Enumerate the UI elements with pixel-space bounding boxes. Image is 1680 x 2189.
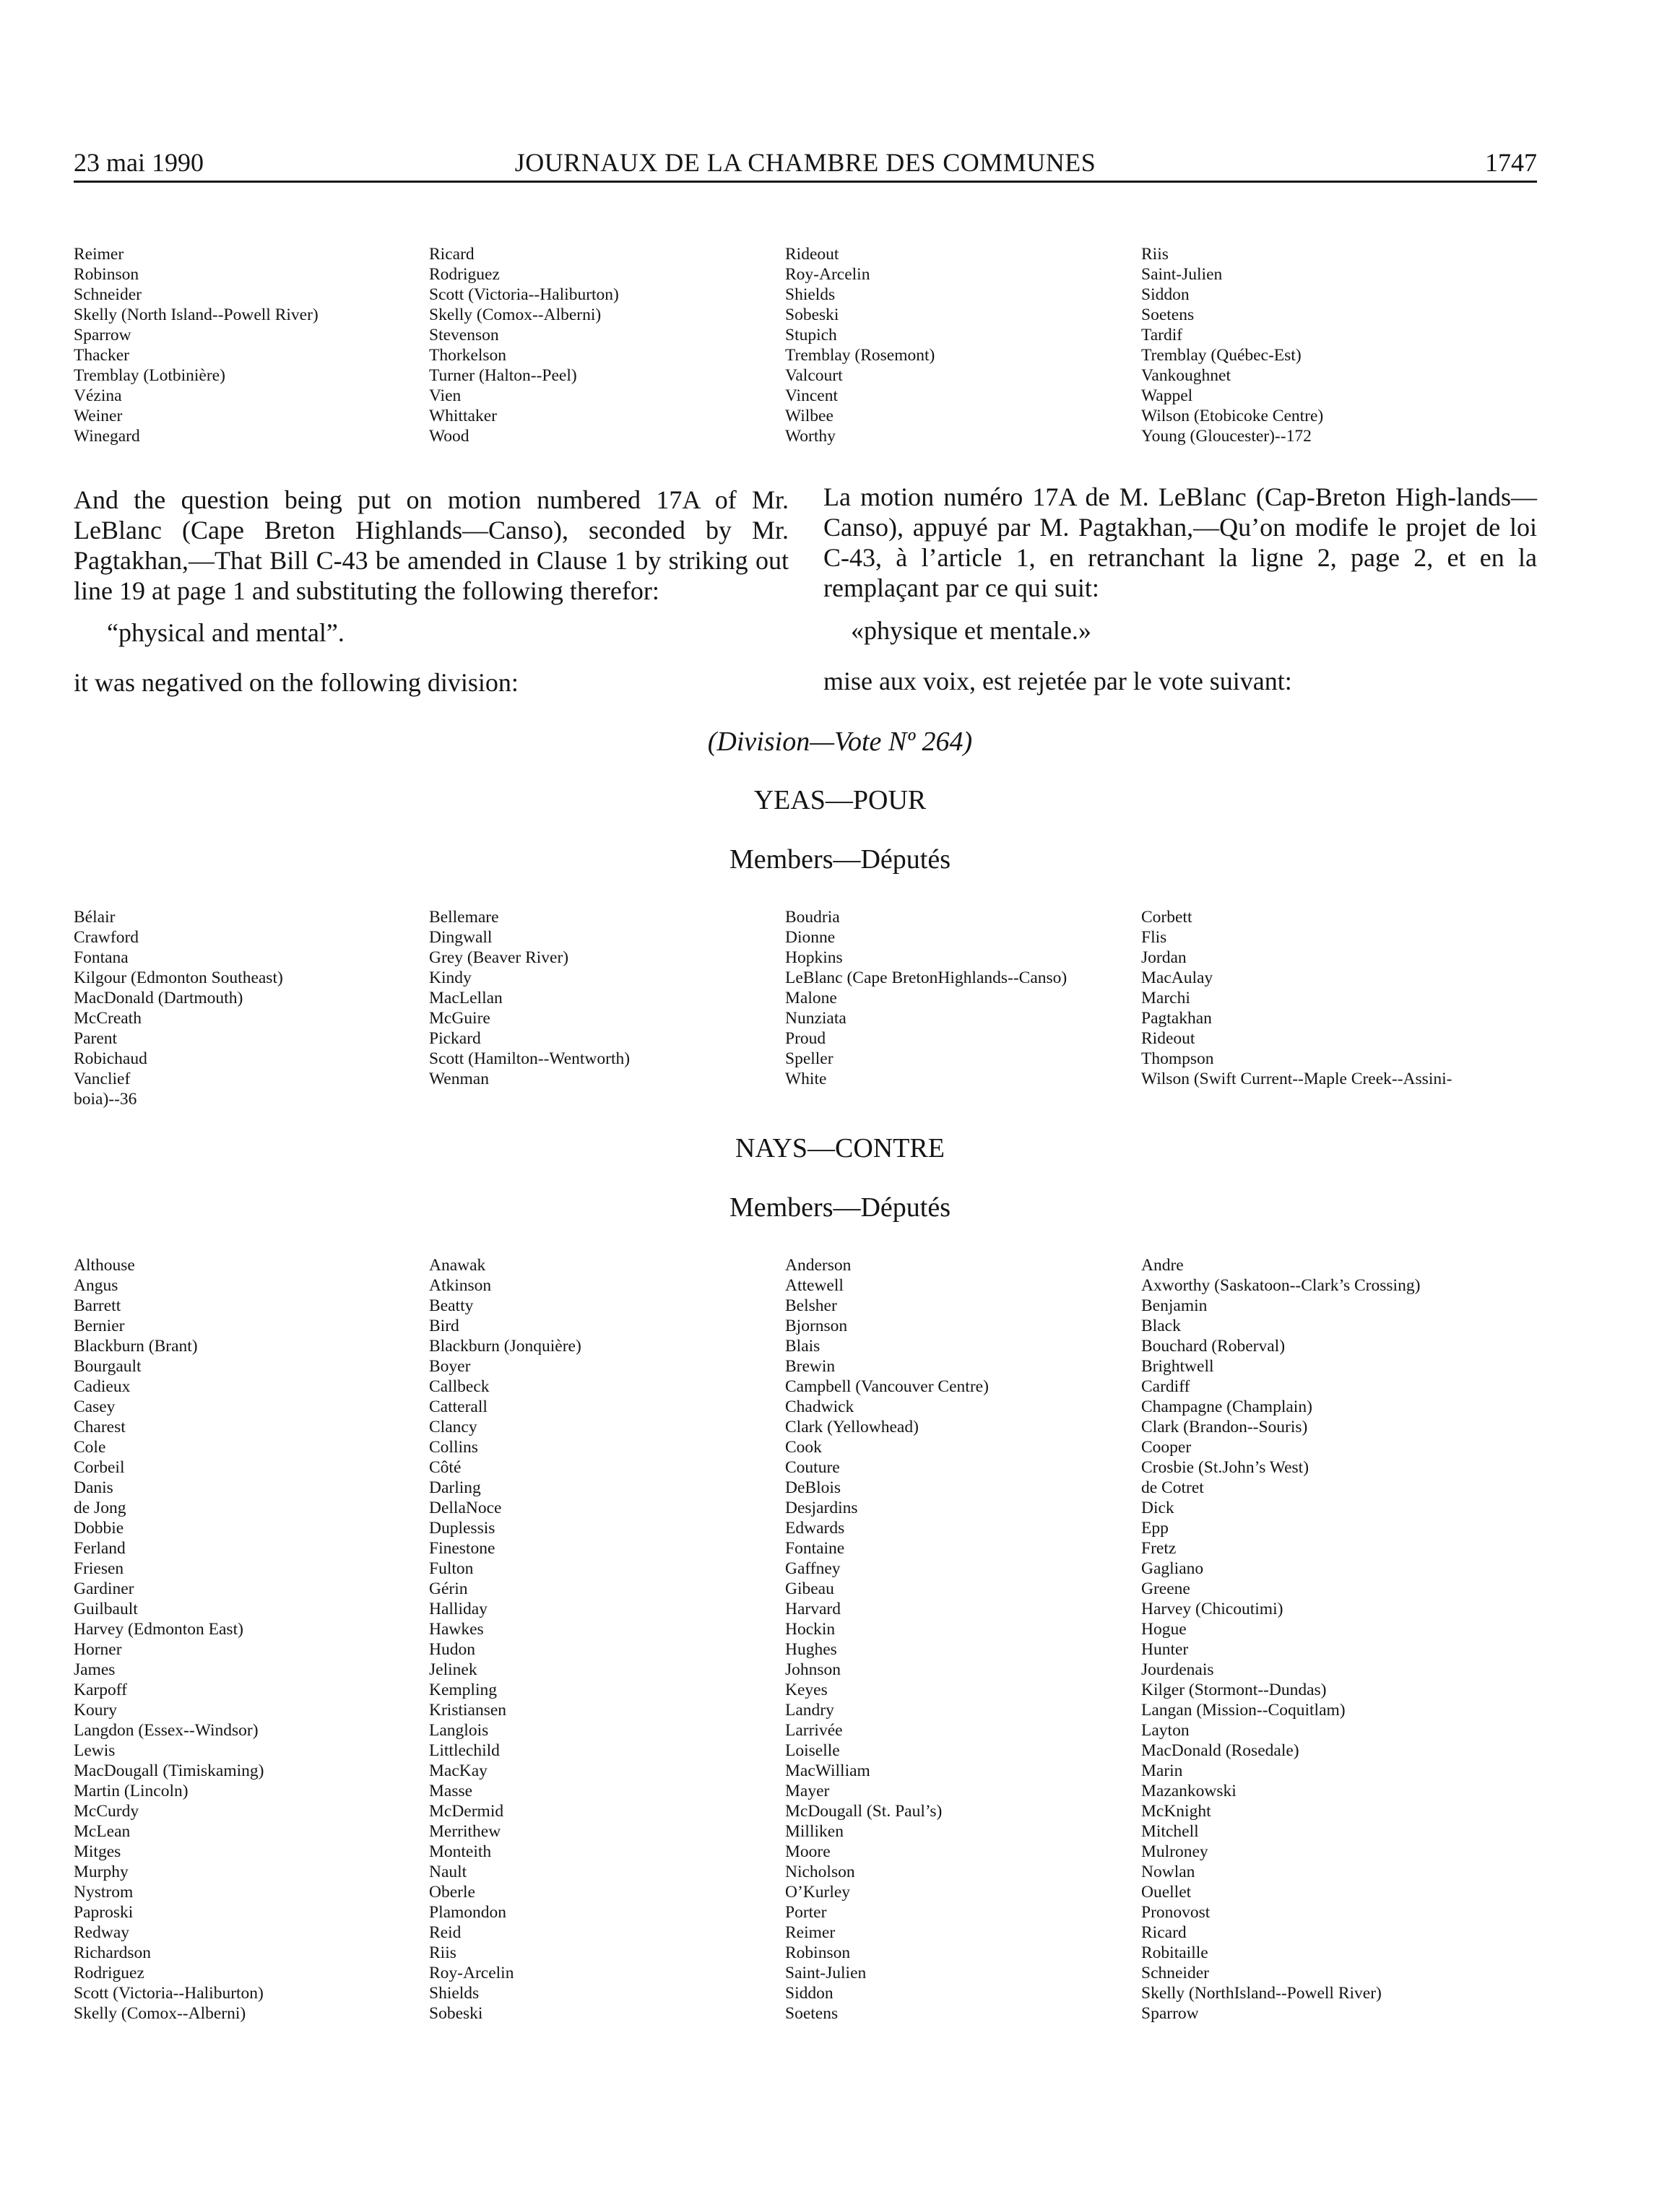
member-name: Cadieux [74, 1377, 131, 1396]
member-name: Loiselle [785, 1741, 840, 1760]
member-name: McKnight [1141, 1802, 1211, 1821]
nays-col-1 [74, 1255, 264, 2024]
member-name: Pronovost [1141, 1903, 1211, 1922]
member-name: Redway [74, 1923, 130, 1942]
member-name: Sobeski [429, 2004, 483, 2023]
member-name: de Jong [74, 1499, 126, 1517]
member-name: Scott (Victoria--Haliburton) [74, 1984, 264, 2003]
member-name: Roy-Arcelin [785, 265, 870, 284]
member-name: MacDonald (Rosedale) [1141, 1741, 1299, 1760]
member-name: Jourdenais [1141, 1660, 1214, 1679]
member-name: Hudon [429, 1640, 475, 1659]
member-name: Blackburn (Jonquière) [429, 1337, 581, 1356]
member-name: Thorkelson [429, 346, 507, 365]
member-name: Guilbault [74, 1600, 138, 1618]
member-name: Merrithew [429, 1822, 501, 1841]
member-name: Flis [1141, 928, 1167, 947]
member-name: Soetens [1141, 305, 1195, 324]
header-date: 23 mai 1990 [74, 148, 204, 177]
member-name: Nunziata [785, 1009, 847, 1028]
member-name: Fontana [74, 948, 129, 967]
member-name: Vien [429, 386, 462, 405]
member-name: Vanclief [74, 1070, 131, 1088]
member-name: Kindy [429, 968, 472, 987]
member-name: Young (Gloucester)--172 [1141, 427, 1312, 446]
member-name: Vincent [785, 386, 838, 405]
motion-french: La motion numéro 17A de M. LeBlanc (Cap-Breton High-lands—Canso), appuyé par M. Pagtakhan,—Qu’on modife le projet de loi C-43, à l’article 1, en retranchant la ligne 2, page 2, et en la remplaçant par ce qui suit: [823, 482, 1537, 602]
member-name: Winegard [74, 427, 140, 446]
member-name: Langdon (Essex--Windsor) [74, 1721, 259, 1740]
yeas-col-2 [429, 907, 630, 1089]
member-name: Kilger (Stormont--Dundas) [1141, 1681, 1327, 1699]
previous-nays-col-3 [785, 244, 935, 446]
member-name: Cardiff [1141, 1377, 1190, 1396]
member-name: Kilgour (Edmonton Southeast) [74, 968, 283, 987]
member-name: Sparrow [74, 326, 131, 344]
member-name: Porter [785, 1903, 827, 1922]
member-name: Hopkins [785, 948, 843, 967]
member-name: Koury [74, 1701, 118, 1720]
member-name: boia)--36 [74, 1090, 137, 1109]
member-name: Harvard [785, 1600, 841, 1618]
member-name: Riis [1141, 245, 1169, 264]
member-name: Richardson [74, 1943, 152, 1962]
member-name: Bourgault [74, 1357, 142, 1376]
member-name: Althouse [74, 1256, 135, 1275]
member-name: Tremblay (Rosemont) [785, 346, 935, 365]
member-name: Epp [1141, 1519, 1169, 1538]
member-name: Sparrow [1141, 2004, 1199, 2023]
member-name: MacKay [429, 1761, 488, 1780]
member-name: Robichaud [74, 1049, 147, 1068]
member-name: Bellemare [429, 908, 499, 927]
member-name: Paproski [74, 1903, 134, 1922]
member-name: Dingwall [429, 928, 493, 947]
member-name: Vézina [74, 386, 122, 405]
motion-english-result: it was negatived on the following division: [74, 668, 519, 697]
member-name: Rodriguez [429, 265, 500, 284]
member-name: Charest [74, 1418, 126, 1436]
member-name: Kempling [429, 1681, 497, 1699]
member-name: Skelly (NorthIsland--Powell River) [1141, 1984, 1382, 2003]
member-name: Thacker [74, 346, 129, 365]
member-name: Worthy [785, 427, 836, 446]
member-name: Tardif [1141, 326, 1183, 344]
member-name: Mitchell [1141, 1822, 1199, 1841]
member-name: Turner (Halton--Peel) [429, 366, 577, 385]
member-name: Gardiner [74, 1579, 134, 1598]
member-name: Blackburn (Brant) [74, 1337, 198, 1356]
motion-french-result: mise aux voix, est rejetée par le vote suivant: [823, 667, 1292, 695]
member-name: Champagne (Champlain) [1141, 1397, 1312, 1416]
member-name: MacDougall (Timiskaming) [74, 1761, 264, 1780]
member-name: McDermid [429, 1802, 504, 1821]
member-name: Callbeck [429, 1377, 490, 1396]
member-name: Casey [74, 1397, 116, 1416]
member-name: MacWilliam [785, 1761, 870, 1780]
member-name: Mayer [785, 1782, 830, 1800]
member-name: Clancy [429, 1418, 477, 1436]
member-name: Chadwick [785, 1397, 854, 1416]
member-name: Kristiansen [429, 1701, 507, 1720]
member-name: Masse [429, 1782, 473, 1800]
member-name: Larrivée [785, 1721, 843, 1740]
member-name: Malone [785, 989, 837, 1007]
member-name: Skelly (Comox--Alberni) [74, 2004, 246, 2023]
member-name: White [785, 1070, 827, 1088]
member-name: Jelinek [429, 1660, 477, 1679]
member-name: Landry [785, 1701, 834, 1720]
member-name: Anderson [785, 1256, 852, 1275]
member-name: Robitaille [1141, 1943, 1208, 1962]
member-name: Atkinson [429, 1276, 492, 1295]
member-name: Gagliano [1141, 1559, 1204, 1578]
division-number: (Division—Vote Nº 264) [707, 727, 973, 757]
member-name: Ricard [1141, 1923, 1187, 1942]
yeas-col-3 [785, 907, 1067, 1089]
member-name: Pagtakhan [1141, 1009, 1212, 1028]
member-name: Fretz [1141, 1539, 1177, 1558]
member-name: Langan (Mission--Coquitlam) [1141, 1701, 1346, 1720]
member-name: Harvey (Edmonton East) [74, 1620, 243, 1639]
nays-subheading: Members—Députés [729, 1192, 951, 1223]
member-name: MacLellan [429, 989, 503, 1007]
member-name: Boyer [429, 1357, 471, 1376]
member-name: Fulton [429, 1559, 474, 1578]
member-name: O’Kurley [785, 1883, 851, 1902]
member-name: Attewell [785, 1276, 844, 1295]
member-name: McGuire [429, 1009, 490, 1028]
member-name: Nowlan [1141, 1863, 1195, 1881]
previous-nays-col-4 [1141, 244, 1323, 446]
member-name: Reid [429, 1923, 462, 1942]
member-name: Cole [74, 1438, 106, 1457]
member-name: Bernier [74, 1317, 125, 1335]
member-name: Wenman [429, 1070, 489, 1088]
member-name: Jordan [1141, 948, 1187, 967]
member-name: Campbell (Vancouver Centre) [785, 1377, 989, 1396]
member-name: Wood [429, 427, 469, 446]
member-name: Hughes [785, 1640, 837, 1659]
member-name: Hunter [1141, 1640, 1189, 1659]
member-name: Angus [74, 1276, 118, 1295]
member-name: DellaNoce [429, 1499, 502, 1517]
member-name: Grey (Beaver River) [429, 948, 569, 967]
member-name: Johnson [785, 1660, 841, 1679]
member-name: Bouchard (Roberval) [1141, 1337, 1286, 1356]
member-name: Weiner [74, 407, 123, 425]
member-name: LeBlanc (Cape BretonHighlands--Canso) [785, 968, 1068, 987]
member-name: Shields [785, 285, 836, 304]
member-name: Dobbie [74, 1519, 124, 1538]
member-name: Scott (Hamilton--Wentworth) [429, 1049, 631, 1068]
member-name: Corbett [1141, 908, 1192, 927]
header-title: JOURNAUX DE LA CHAMBRE DES COMMUNES [514, 148, 1096, 177]
member-name: Dick [1141, 1499, 1174, 1517]
member-name: Moore [785, 1842, 831, 1861]
member-name: Corbeil [74, 1458, 125, 1477]
member-name: Cooper [1141, 1438, 1192, 1457]
member-name: Plamondon [429, 1903, 507, 1922]
member-name: Côté [429, 1458, 462, 1477]
member-name: Littlechild [429, 1741, 500, 1760]
member-name: Nicholson [785, 1863, 855, 1881]
member-name: Parent [74, 1029, 118, 1048]
nays-col-2 [429, 1255, 581, 2024]
member-name: Nystrom [74, 1883, 134, 1902]
member-name: Roy-Arcelin [429, 1964, 514, 1982]
member-name: Mulroney [1141, 1842, 1208, 1861]
member-name: Collins [429, 1438, 478, 1457]
member-name: James [74, 1660, 116, 1679]
yeas-col-1 [74, 907, 283, 1109]
member-name: Hogue [1141, 1620, 1187, 1639]
member-name: Reimer [785, 1923, 836, 1942]
member-name: Tremblay (Lotbinière) [74, 366, 225, 385]
page-header [74, 144, 1537, 183]
member-name: Horner [74, 1640, 122, 1659]
member-name: Speller [785, 1049, 833, 1068]
member-name: Friesen [74, 1559, 124, 1578]
member-name: DeBlois [785, 1478, 841, 1497]
member-name: Dionne [785, 928, 836, 947]
member-name: Brightwell [1141, 1357, 1214, 1376]
member-name: Scott (Victoria--Haliburton) [429, 285, 619, 304]
yeas-heading: YEAS—POUR [753, 785, 927, 815]
member-name: Wilbee [785, 407, 833, 425]
member-name: McDougall (St. Paul’s) [785, 1802, 943, 1821]
member-name: Rideout [1141, 1029, 1195, 1048]
member-name: Cook [785, 1438, 822, 1457]
member-name: Riis [429, 1943, 456, 1962]
yeas-subheading: Members—Députés [729, 844, 951, 875]
member-name: Barrett [74, 1296, 121, 1315]
member-name: Reimer [74, 245, 124, 264]
member-name: Wilson (Etobicoke Centre) [1141, 407, 1324, 425]
motion-english-quote: “physical and mental”. [107, 618, 345, 647]
member-name: Marin [1141, 1761, 1183, 1780]
member-name: Greene [1141, 1579, 1190, 1598]
member-name: Shields [429, 1984, 480, 2003]
motion-french-quote: «physique et mentale.» [851, 616, 1091, 645]
member-name: Schneider [1141, 1964, 1209, 1982]
member-name: Robinson [74, 265, 139, 284]
member-name: Langlois [429, 1721, 489, 1740]
yeas-col-4 [1141, 907, 1452, 1089]
member-name: Finestone [429, 1539, 495, 1558]
member-name: Fontaine [785, 1539, 845, 1558]
member-name: Mitges [74, 1842, 121, 1861]
member-name: Crosbie (St.John’s West) [1141, 1458, 1309, 1477]
member-name: Bélair [74, 908, 116, 927]
nays-col-4 [1141, 1255, 1420, 2024]
member-name: McLean [74, 1822, 131, 1841]
member-name: Clark (Brandon--Souris) [1141, 1418, 1308, 1436]
member-name: Oberle [429, 1883, 475, 1902]
member-name: Keyes [785, 1681, 828, 1699]
member-name: MacDonald (Dartmouth) [74, 989, 243, 1007]
member-name: Martin (Lincoln) [74, 1782, 189, 1800]
member-name: Monteith [429, 1842, 492, 1861]
member-name: Hockin [785, 1620, 836, 1639]
member-name: Andre [1141, 1256, 1184, 1275]
member-name: Axworthy (Saskatoon--Clark’s Crossing) [1141, 1276, 1421, 1295]
member-name: Benjamin [1141, 1296, 1208, 1315]
nays-heading: NAYS—CONTRE [735, 1133, 945, 1163]
member-name: Ouellet [1141, 1883, 1192, 1902]
member-name: Rodriguez [74, 1964, 144, 1982]
member-name: Beatty [429, 1296, 474, 1315]
member-name: Brewin [785, 1357, 836, 1376]
member-name: Desjardins [785, 1499, 858, 1517]
member-name: Stevenson [429, 326, 499, 344]
member-name: Siddon [1141, 285, 1190, 304]
motion-english: And the question being put on motion numbered 17A of Mr. LeBlanc (Cape Breton Highlands—Canso), seconded by Mr. Pagtakhan,—That Bill C-43 be amended in Clause 1 by striking out line 19 at page 1 and substituting the following therefor: [74, 485, 789, 605]
member-name: Wilson (Swift Current--Maple Creek--Assini- [1141, 1070, 1452, 1088]
member-name: Danis [74, 1478, 113, 1497]
previous-nays-col-2 [429, 244, 619, 446]
member-name: Edwards [785, 1519, 845, 1538]
member-name: Bird [429, 1317, 459, 1335]
member-name: Soetens [785, 2004, 839, 2023]
member-name: Blais [785, 1337, 820, 1356]
member-name: Darling [429, 1478, 481, 1497]
member-name: Hawkes [429, 1620, 484, 1639]
member-name: Murphy [74, 1863, 129, 1881]
member-name: Harvey (Chicoutimi) [1141, 1600, 1283, 1618]
member-name: Catterall [429, 1397, 488, 1416]
member-name: Black [1141, 1317, 1181, 1335]
member-name: Vankoughnet [1141, 366, 1231, 385]
member-name: Gérin [429, 1579, 468, 1598]
member-name: McCurdy [74, 1802, 139, 1821]
previous-nays-col-1 [74, 244, 319, 446]
member-name: Crawford [74, 928, 139, 947]
member-name: Valcourt [785, 366, 843, 385]
member-name: Bjornson [785, 1317, 848, 1335]
member-name: Couture [785, 1458, 840, 1477]
member-name: Saint-Julien [785, 1964, 867, 1982]
member-name: Skelly (Comox--Alberni) [429, 305, 602, 324]
member-name: Thompson [1141, 1049, 1214, 1068]
member-name: Karpoff [74, 1681, 127, 1699]
member-name: Clark (Yellowhead) [785, 1418, 919, 1436]
member-name: Saint-Julien [1141, 265, 1223, 284]
member-name: Milliken [785, 1822, 844, 1841]
member-name: Gaffney [785, 1559, 841, 1578]
member-name: Layton [1141, 1721, 1190, 1740]
member-name: Schneider [74, 285, 142, 304]
member-name: McCreath [74, 1009, 142, 1028]
member-name: Tremblay (Québec-Est) [1141, 346, 1302, 365]
member-name: Sobeski [785, 305, 839, 324]
member-name: Boudria [785, 908, 840, 927]
member-name: Nault [429, 1863, 467, 1881]
member-name: Mazankowski [1141, 1782, 1237, 1800]
member-name: Belsher [785, 1296, 837, 1315]
member-name: Ferland [74, 1539, 126, 1558]
member-name: Skelly (North Island--Powell River) [74, 305, 319, 324]
member-name: Stupich [785, 326, 837, 344]
member-name: Duplessis [429, 1519, 495, 1538]
member-name: Whittaker [429, 407, 497, 425]
member-name: Rideout [785, 245, 839, 264]
member-name: Pickard [429, 1029, 481, 1048]
member-name: Proud [785, 1029, 826, 1048]
member-name: de Cotret [1141, 1478, 1204, 1497]
member-name: Marchi [1141, 989, 1190, 1007]
member-name: Ricard [429, 245, 475, 264]
header-page-number: 1747 [1485, 148, 1537, 177]
member-name: Siddon [785, 1984, 833, 2003]
member-name: Anawak [429, 1256, 486, 1275]
member-name: Robinson [785, 1943, 851, 1962]
member-name: Wappel [1141, 386, 1193, 405]
member-name: Lewis [74, 1741, 116, 1760]
member-name: Gibeau [785, 1579, 834, 1598]
member-name: MacAulay [1141, 968, 1213, 987]
member-name: Halliday [429, 1600, 488, 1618]
nays-col-3 [785, 1255, 989, 2024]
